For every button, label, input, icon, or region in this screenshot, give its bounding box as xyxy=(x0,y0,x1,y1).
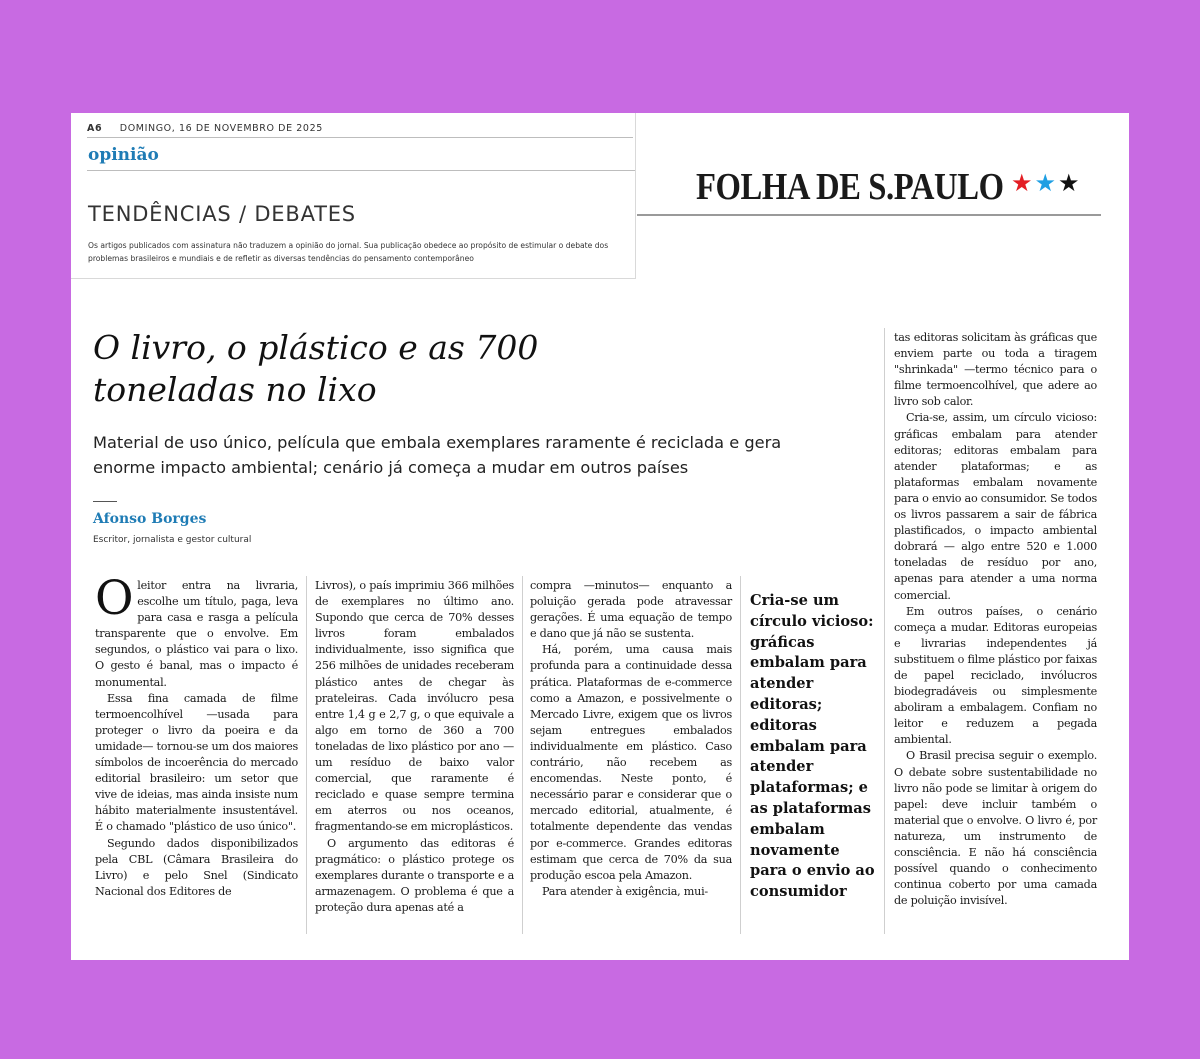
column-title: TENDÊNCIAS / DEBATES xyxy=(88,202,356,226)
page-number: A6 xyxy=(87,123,103,134)
section-divider xyxy=(87,170,635,171)
body-paragraph: Cria-se, assim, um círculo vicioso: gráficas embalam para atender editoras; editoras embalam para atender plataformas; e as plataformas embalam novamente para o envio ao consumidor. Se todos os livros passarem a sair de fábrica plastificados, o impacto ambiental dobrará — algo entre 520 e 1.000 toneladas de resíduo por ano, apenas para atender a uma norma comercial. xyxy=(894,411,1097,602)
body-paragraph: Há, porém, uma causa mais profunda para a continuidade dessa prática. Plataformas de e-commerce como a Amazon, e possivelmente o Mercado Livre, exigem que os livros sejam entregues embalados individualmente em plástico. Caso contrário, não recebem as encomendas. Neste ponto, é necessário parar e considerar que o mercado editorial, atualmente, é totalmente dependente das vendas por e-commerce. Grandes editoras estimam que cerca de 70% da sua produção escoa pela Amazon. xyxy=(530,643,732,882)
body-paragraph: Segundo dados disponibilizados pela CBL (Câmara Brasileira do Livro) e pelo Snel (Sindicato Nacional dos Editores de xyxy=(95,836,298,898)
star-black-icon: ★ xyxy=(1058,169,1082,197)
body-paragraph: Livros), o país imprimiu 366 milhões de exemplares no último ano. Supondo que cerca de 70% desses livros foram embalados individualmente, isso significa que 256 milhões de unidades receberam plástico antes de chegar às prateleiras. Cada invólucro pesa entre 1,4 g e 2,7 g, o que equivale a algo em torno de 360 a 700 toneladas de lixo plástico por ano —um resíduo de baixo valor comercial, que raramente é reciclado e quase sempre termina em aterros ou nos oceanos, fragmentando-se em microplásticos. xyxy=(315,579,514,834)
article-subtitle: Material de uso único, película que embala exemplares raramente é reciclada e gera enorme impacto ambiental; cenário já começa a mudar em outros países xyxy=(93,433,782,477)
column-divider xyxy=(884,328,885,934)
body-paragraph: Essa fina camada de filme termoencolhível —usada para proteger o livro da poeira e da umidade— tornou-se um dos maiores símbolos de incoerência do mercado editorial brasileiro: um setor que vive de ideias, mas ainda insiste num hábito materialmente insustentável. É o chamado "plástico de uso único". xyxy=(95,691,298,834)
newspaper-logo: FOLHA DE S.PAULO xyxy=(696,166,1004,208)
body-column-1 xyxy=(95,571,298,900)
section-label: opinião xyxy=(88,145,159,165)
body-column-3 xyxy=(530,578,732,900)
column-divider xyxy=(522,576,523,934)
star-blue-icon: ★ xyxy=(1034,169,1059,197)
header-panel xyxy=(71,113,636,279)
star-red-icon: ★ xyxy=(1011,169,1035,197)
column-divider xyxy=(740,576,741,934)
byline-dash xyxy=(93,501,117,502)
body-paragraph: compra —minutos— enquanto a poluição gerada pode atravessar gerações. É uma equação de tempo e dano que já não se sustenta. xyxy=(530,579,732,641)
logo-stars xyxy=(1011,169,1082,197)
body-paragraph: O argumento das editoras é pragmático: o plástico protege os exemplares durante o transporte e a armazenagem. O problema é que a proteção dura apenas até a xyxy=(315,836,514,914)
page-header-line xyxy=(87,123,633,138)
body-paragraph: O Brasil precisa seguir o exemplo. O debate sobre sustentabilidade no livro não pode se limitar à origem do papel: deve incluir também o material que o envolve. O livro é, por natureza, um instrumento de consciência. E não há consciência possível quando o conhecimento continua coberto por uma camada de poluição invisível. xyxy=(894,749,1097,908)
body-column-2 xyxy=(315,578,514,916)
masthead-divider xyxy=(637,214,1101,216)
disclaimer-text: Os artigos publicados com assinatura não traduzem a opinião do jornal. Sua publicação obedece ao propósito de estimular o debate dos problemas brasileiros e mundiais e de refletir as diversas tendências do pensamento contemporâneo xyxy=(88,241,609,263)
body-paragraph: Oleitor entra na livraria, escolhe um título, paga, leva para casa e rasga a película transparente que o envolve. Em segundos, o plástico vai para o lixo. O gesto é banal, mas o impacto é monumental. xyxy=(95,571,298,689)
edition-date: DOMINGO, 16 DE NOVEMBRO DE 2025 xyxy=(119,123,323,134)
body-column-5 xyxy=(894,330,1097,909)
newspaper-page xyxy=(71,113,1129,960)
pull-quote: Cria-se um círculo vicioso: gráficas embalam para atender editoras; editoras embalam para atender plataformas; e as plataformas embalam novamente para o envio ao consumidor xyxy=(750,592,875,901)
column-divider xyxy=(306,576,307,934)
author-name: Afonso Borges xyxy=(93,511,207,527)
article-title: O livro, o plástico e as 700 toneladas no lixo xyxy=(93,328,539,409)
body-paragraph: Para atender à exigência, mui- xyxy=(542,884,708,898)
drop-cap: O xyxy=(95,571,134,626)
body-paragraph: tas editoras solicitam às gráficas que enviem parte ou toda a tiragem "shrinkada" —termo técnico para o filme termoencolhível, que adere ao livro sob calor. xyxy=(894,331,1097,409)
author-bio: Escritor, jornalista e gestor cultural xyxy=(93,535,252,545)
body-paragraph: Em outros países, o cenário começa a mudar. Editoras europeias e livrarias independentes já substituem o filme plástico por faixas de papel reciclado, invólucros biodegradáveis ou simplesmente aboliram a embalagem. Confiam no leitor e reduzem a pegada ambiental. xyxy=(894,604,1097,747)
